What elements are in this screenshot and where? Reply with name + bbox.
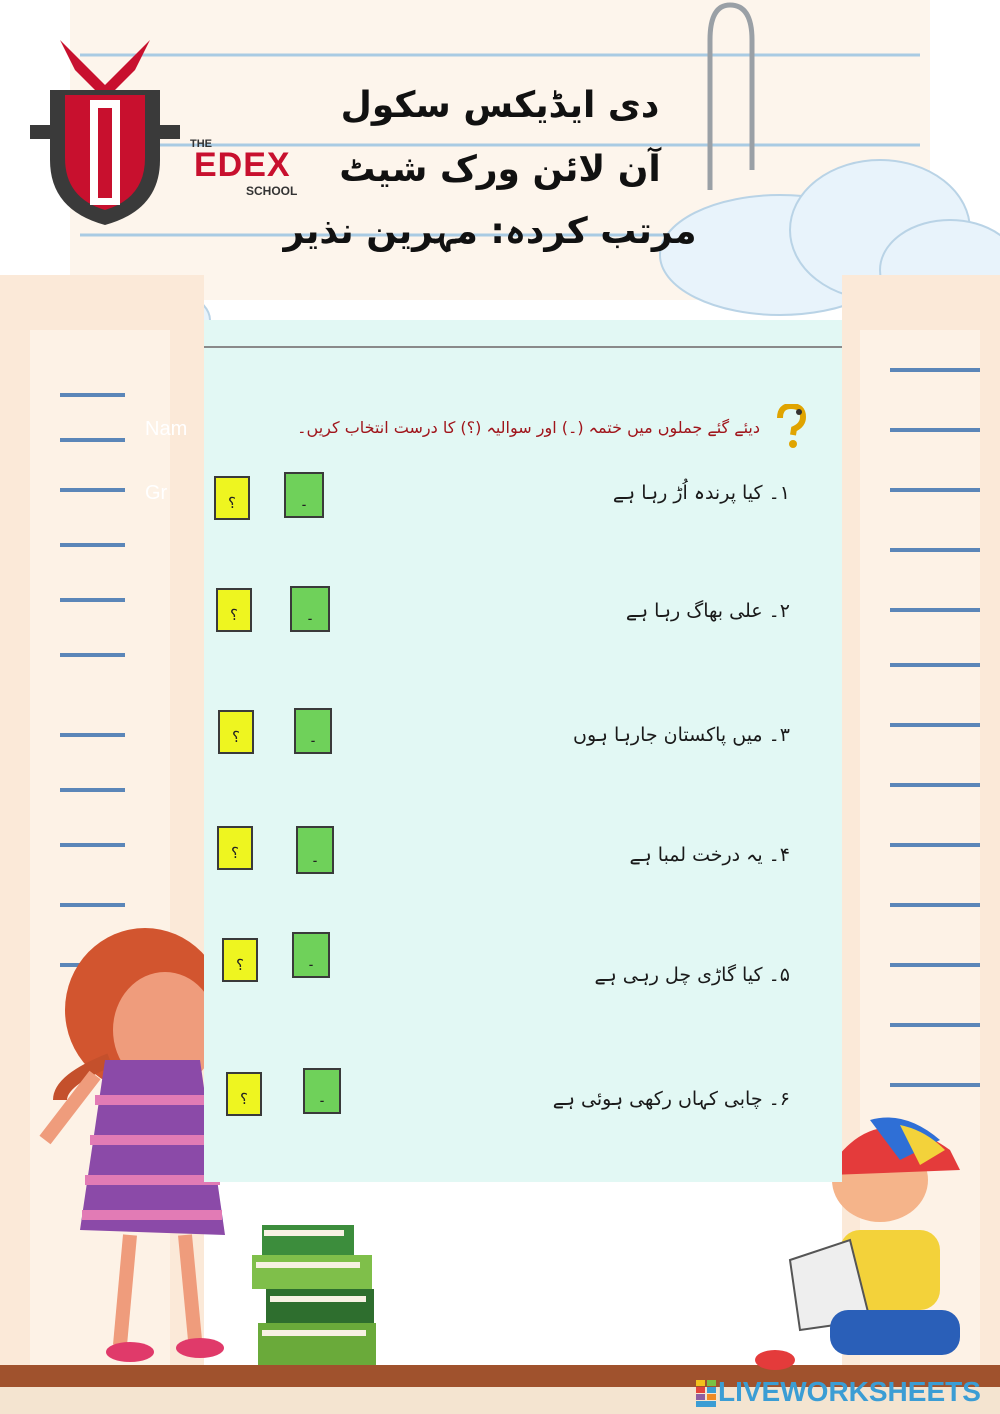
full-stop-option-5[interactable]: ۔ bbox=[292, 932, 330, 978]
question-sentence-5: ۵۔ کیا گاڑی چل رہی ہے bbox=[594, 964, 790, 986]
question-mark-option-1[interactable]: ؟ bbox=[214, 476, 250, 520]
full-stop-option-1[interactable]: ۔ bbox=[284, 472, 324, 518]
panel-divider bbox=[204, 346, 842, 348]
school-name-title: دی ایڈیکس سکول bbox=[340, 85, 660, 126]
question-mark-icon bbox=[770, 404, 810, 450]
question-mark-option-6[interactable]: ؟ bbox=[226, 1072, 262, 1116]
question-sentence-4: ۴۔ یہ درخت لمبا ہے bbox=[629, 844, 790, 866]
name-fragment: Nam bbox=[145, 418, 188, 440]
instruction-text: دیئے گئے جملوں میں ختمہ (۔) اور سوالیہ (؟) کا درست انتخاب کریں۔ bbox=[297, 418, 760, 437]
question-mark-option-3[interactable]: ؟ bbox=[218, 710, 254, 754]
grade-fragment: Gr bbox=[145, 482, 168, 504]
full-stop-option-3[interactable]: ۔ bbox=[294, 708, 332, 754]
full-stop-option-4[interactable]: ۔ bbox=[296, 826, 334, 874]
logo-school-text: SCHOOL bbox=[246, 184, 298, 198]
question-mark-option-2[interactable]: ؟ bbox=[216, 588, 252, 632]
question-mark-option-5[interactable]: ؟ bbox=[222, 938, 258, 982]
shield-logo-icon bbox=[20, 30, 190, 230]
full-stop-option-2[interactable]: ۔ bbox=[290, 586, 330, 632]
question-sentence-2: ۲۔ علی بھاگ رہا ہے bbox=[625, 600, 790, 622]
full-stop-option-6[interactable]: ۔ bbox=[303, 1068, 341, 1114]
logo-edex-text: EDEX bbox=[194, 146, 291, 184]
liveworksheets-brand[interactable]: LIVEWORKSHEETS bbox=[718, 1376, 981, 1407]
sheet-type-title: آن لائن ورک شیٹ bbox=[339, 149, 661, 190]
school-logo bbox=[20, 30, 298, 230]
question-sentence-1: ۱۔ کیا پرندہ اُڑ رہا ہے bbox=[612, 482, 790, 504]
question-sentence-3: ۳۔ میں پاکستان جارہا ہوں bbox=[573, 724, 790, 746]
liveworksheets-logo-icon bbox=[696, 1380, 716, 1408]
logo-the-text: THE bbox=[190, 138, 212, 150]
prepared-by-title: مرتب کردہ: مہرین نذیر bbox=[283, 211, 697, 252]
question-sentence-6: ۶۔ چابی کہاں رکھی ہوئی ہے bbox=[552, 1088, 790, 1110]
question-mark-option-4[interactable]: ؟ bbox=[217, 826, 253, 870]
